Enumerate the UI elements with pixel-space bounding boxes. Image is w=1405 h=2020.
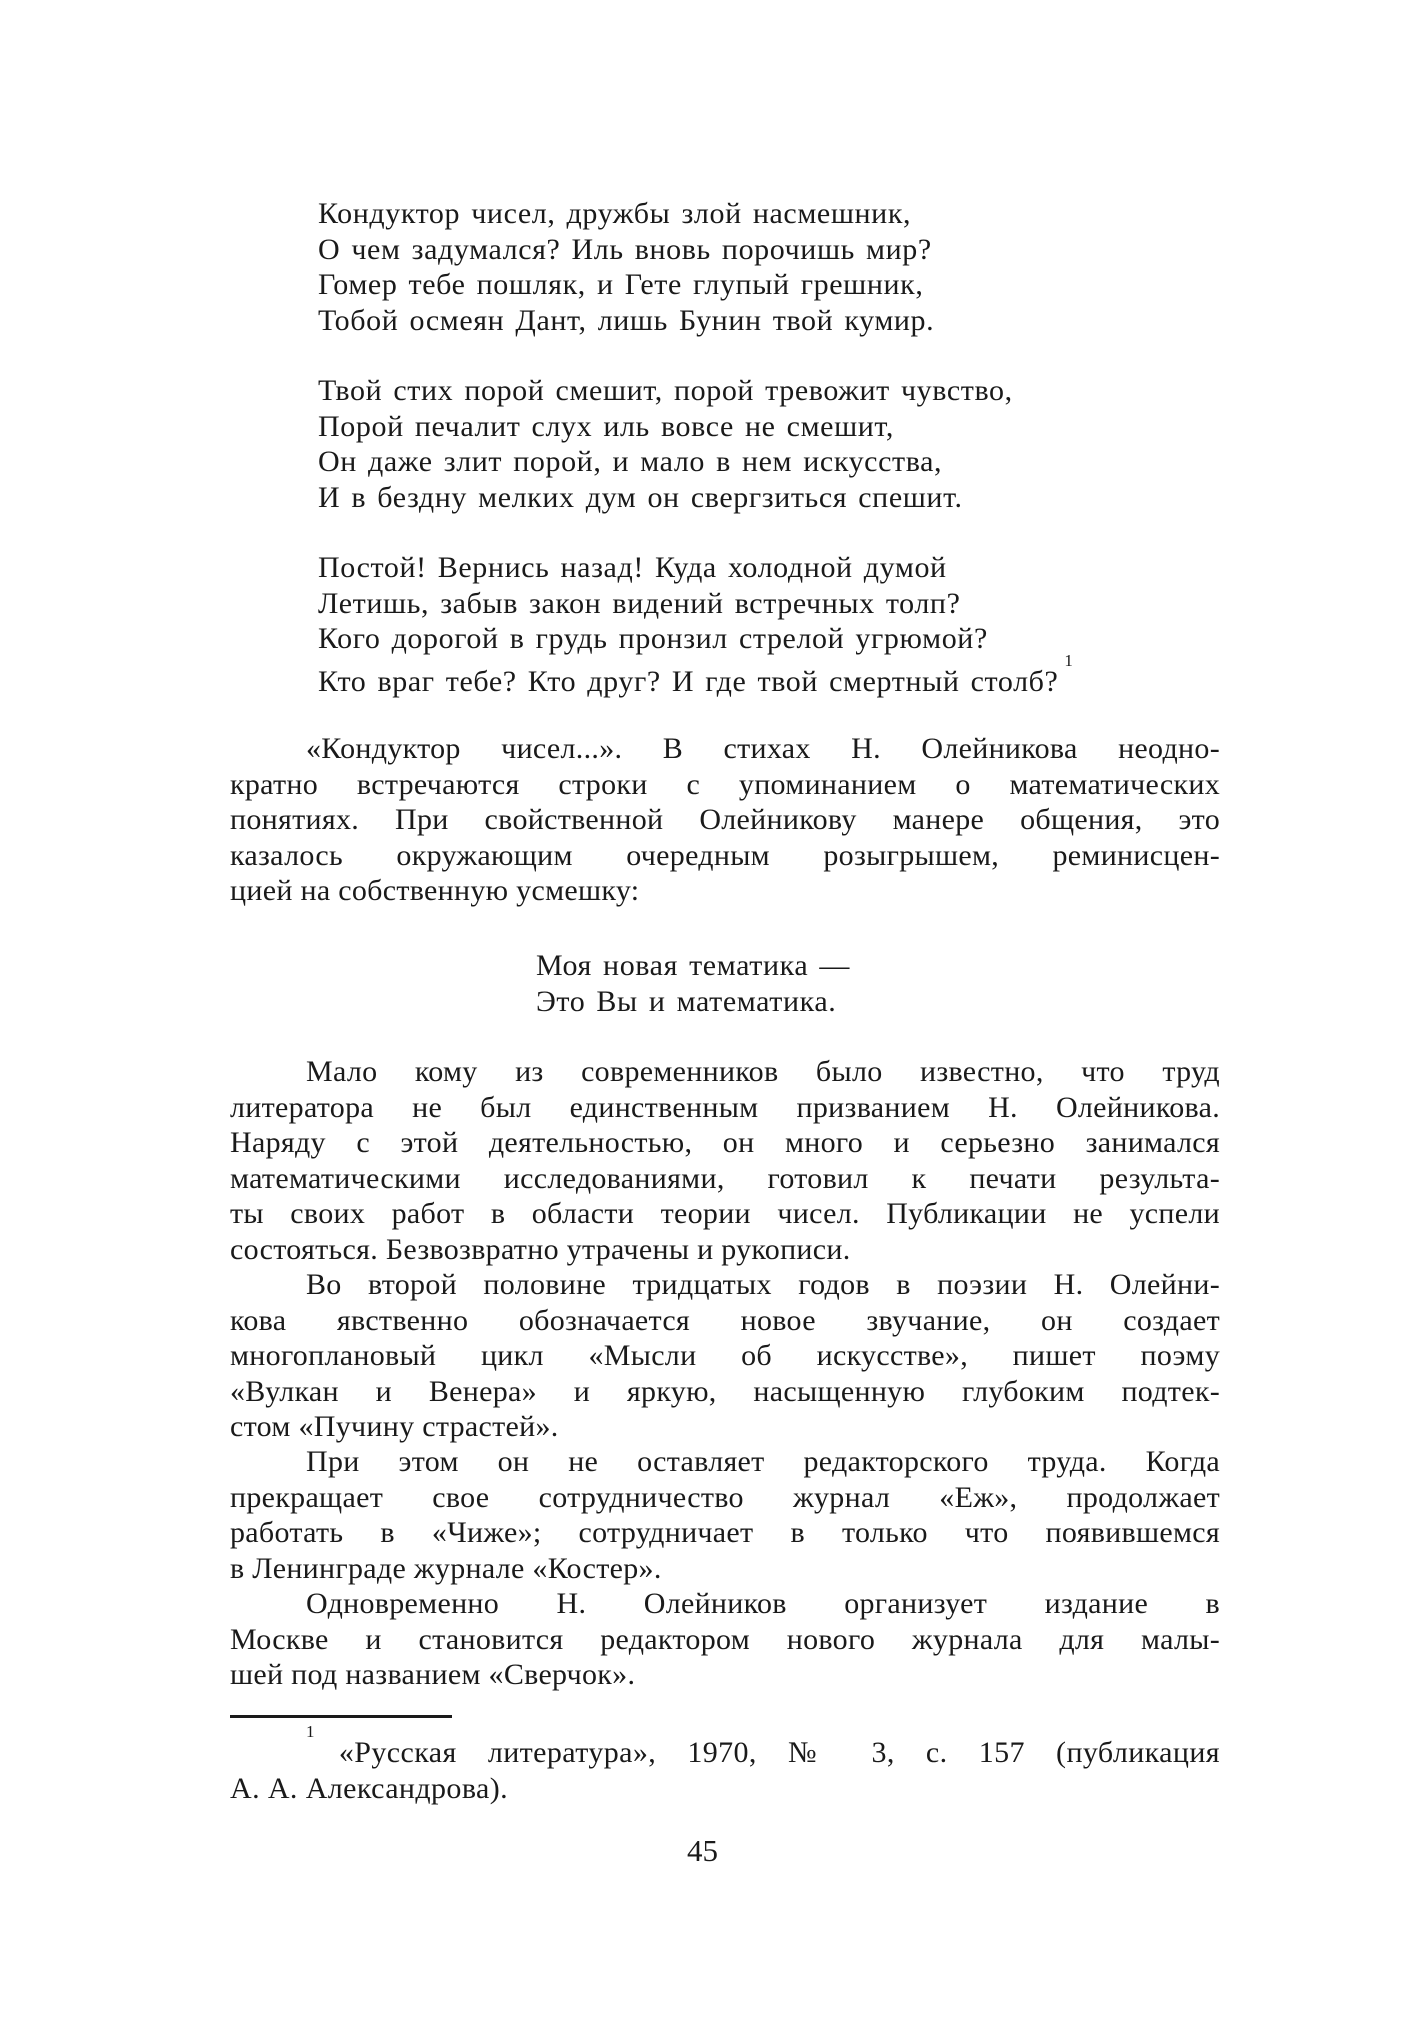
page-number: 45	[687, 1833, 718, 1868]
footnote-mark: 1	[306, 1722, 315, 1741]
poem-line: Тобой осмеян Дант, лишь Бунин твой кумир.	[318, 303, 935, 337]
poem-line: Постой! Вернись назад! Куда холодной думой	[318, 551, 947, 584]
paragraph-line: литератора не был единственным призванием Н. Олейникова.	[230, 1090, 1220, 1124]
paragraph-line: многоплановый цикл «Мысли об искусстве», пишет поэму	[230, 1339, 1220, 1372]
paragraph-line: Наряду с этой деятельностью, он много и серьезно занимался	[230, 1126, 1220, 1159]
poem-line: Кого дорогой в грудь пронзил стрелой угрюмой?	[318, 622, 988, 655]
paragraph-line: Москве и становится редактором нового журнала для малы-	[230, 1622, 1220, 1656]
poem-line: Твой стих порой смешит, порой тревожит чувство,	[318, 374, 1013, 407]
paragraph-line: цией на собственную усмешку:	[230, 874, 640, 907]
poem-line: Летишь, забыв закон видений встречных толп?	[318, 586, 961, 620]
paragraph-line: Одновременно Н. Олейников организует издание в	[306, 1587, 1220, 1620]
paragraph-line: казалось окружающим очередным розыгрышем, реминисцен-	[230, 838, 1220, 872]
paragraph-line: состояться. Безвозвратно утрачены и рукописи.	[230, 1232, 851, 1266]
paragraph-5	[230, 1586, 1220, 1693]
paragraph-1	[230, 731, 1220, 909]
poem-line-text: Кто враг тебе? Кто друг? И где твой смертный столб?	[318, 664, 1059, 698]
paragraph-line: «Вулкан и Венера» и яркую, насыщенную глубоким подтек-	[230, 1374, 1220, 1408]
poem-stanza-1	[318, 196, 1278, 338]
couplet-line: Это Вы и математика.	[536, 984, 837, 1018]
paragraph-line: в Ленинграде журнале «Костер».	[230, 1551, 662, 1585]
paragraph-line: Во второй половине тридцатых годов в поэзии Н. Олейни-	[306, 1268, 1220, 1301]
paragraph-line: ты своих работ в области теории чисел. Публикации не успели	[230, 1197, 1220, 1230]
poem-line: Порой печалит слух иль вовсе не смешит,	[318, 409, 894, 443]
footnote	[230, 1722, 1220, 1806]
paragraph-line: При этом он не оставляет редакторского труда. Когда	[306, 1445, 1220, 1478]
paragraph-line: Мало кому из современников было известно, что труд	[306, 1055, 1220, 1088]
poem-stanza-3	[318, 550, 1278, 699]
footnote-line: А. А. Александрова).	[230, 1771, 508, 1805]
quoted-couplet	[536, 948, 1136, 1019]
paragraph-line: понятиях. При свойственной Олейникову манере общения, это	[230, 803, 1220, 836]
footnote-text: «Русская литература», 1970, № 3, с. 157 (публикация	[338, 1736, 1220, 1769]
paragraph-2	[230, 1054, 1220, 1267]
footnote-line	[230, 1722, 1220, 1771]
paragraph-line: кратно встречаются строки с упоминанием о математических	[230, 767, 1220, 801]
paragraph-3	[230, 1267, 1220, 1445]
footnote-reference: 1	[1064, 650, 1074, 670]
poem-line: Гомер тебе пошляк, и Гете глупый грешник,	[318, 268, 924, 301]
paragraph-line: шей под названием «Сверчок».	[230, 1658, 636, 1691]
poem-stanza-2	[318, 373, 1278, 515]
paragraph-line: кова явственно обозначается новое звучание, он создает	[230, 1303, 1220, 1337]
paragraph-line: работать в «Чиже»; сотрудничает в только что появившемся	[230, 1516, 1220, 1549]
poem-line: И в бездну мелких дум он свергзиться спешит.	[318, 480, 963, 514]
paragraph-line: прекращает свое сотрудничество журнал «Еж», продолжает	[230, 1480, 1220, 1514]
paragraph-line: стом «Пучину страстей».	[230, 1410, 559, 1443]
poem-line: Кондуктор чисел, дружбы злой насмешник,	[318, 197, 912, 230]
paragraph-line: математическими исследованиями, готовил к печати результа-	[230, 1161, 1220, 1195]
footnote-separator	[230, 1715, 452, 1718]
paragraph-4	[230, 1444, 1220, 1586]
poem-line: О чем задумался? Иль вновь порочишь мир?	[318, 232, 932, 266]
poem-line	[318, 650, 1278, 700]
poem-line: Он даже злит порой, и мало в нем искусства,	[318, 445, 943, 478]
couplet-line: Моя новая тематика —	[536, 949, 850, 982]
paragraph-line: «Кондуктор чисел...». В стихах Н. Олейникова неодно-	[306, 732, 1220, 765]
